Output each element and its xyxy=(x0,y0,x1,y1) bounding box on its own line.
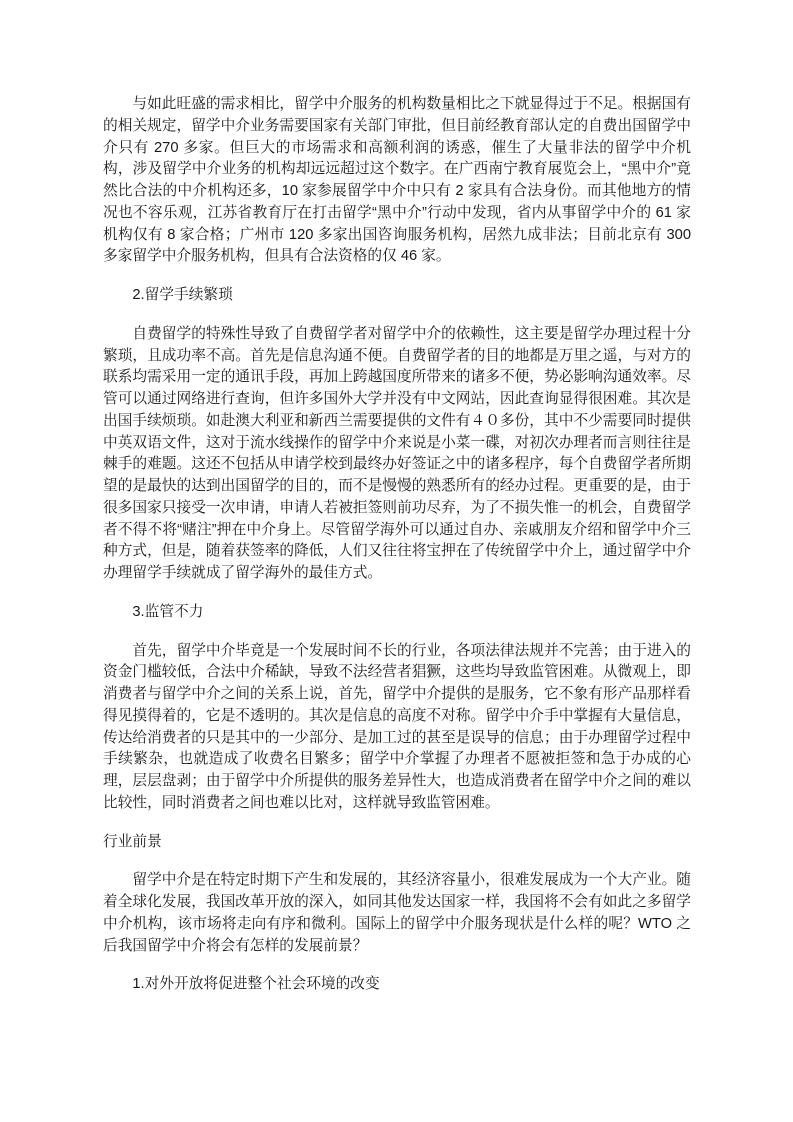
document-content xyxy=(103,94,691,1013)
paragraph-procedures: 自费留学的特殊性导致了自费留学者对留学中介的依赖性，这主要是留学办理过程十分繁琐，且成功率不高。首先是信息沟通不便。自费留学者的目的地都是万里之遥，与对方的联系均需采用一定的通讯手段，再加上跨越国度所带来的诸多不便，势必影响沟通效率。尽管可以通过网络进行查询，但许多国外大学并没有中文网站，因此查询显得很困难。其次是出国手续烦琐。如赴澳大利亚和新西兰需要提供的文件有４０多份，其中不少需要同时提供中英双语文件，这对于流水线操作的留学中介来说是小菜一碟，对初次办理者而言则往往是棘手的难题。这还不包括从申请学校到最终办好签证之中的诸多程序，每个自费留学者所期望的是最快的达到出国留学的目的，而不是慢慢的熟悉所有的经办过程。更重要的是，由于很多国家只接受一次申请，申请人若被拒签则前功尽弃，为了不损失惟一的机会，自费留学者不得不将“赌注”押在中介身上。尽管留学海外可以通过自办、亲戚朋友介绍和留学中介三种方式，但是，随着获签率的降低，人们又往往将宝押在了传统留学中介上，通过留学中介办理留学手续就成了留学海外的最佳方式。 xyxy=(103,325,691,581)
heading-industry-outlook: 行业前景 xyxy=(103,833,162,850)
heading-3-regulation: 3.监管不力 xyxy=(132,603,204,620)
heading-1-opening-up: 1.对外开放将促进整个社会环境的改变 xyxy=(132,976,380,993)
paragraph-agency-shortage: 与如此旺盛的需求相比，留学中介服务的机构数量相比之下就显得过于不足。根据国有的相关规定，留学中介业务需要国家有关部门审批，但目前经教育部认定的自费出国留学中介只有 270 多家。但巨大的市场需求和高额利润的诱惑，催生了大量非法的留学中介机构，涉及留学中介业务的机构却远远超过这个数字。在广西南宁教育展览会上，“黑中介”竟然比合法的中介机构还多，10 家参展留学中介中只有 2 家具有合法身份。而其他地方的情况也不容乐观，江苏省教育厅在打击留学“黑中介”行动中发现，省内从事留学中介的 61 家机构仅有 8 家合格；广州市 120 多家出国咨询服务机构，居然九成非法；目前北京有 300 多家留学中介服务机构，但具有合法资格的仅 46 家。 xyxy=(103,96,691,265)
paragraph-industry-outlook: 留学中介是在特定时期下产生和发展的，其经济容量小，很难发展成为一个大产业。随着全球化发展，我国改革开放的深入，如同其他发达国家一样，我国将不会有如此之多留学中介机构，该市场将走向有序和微利。国际上的留学中介服务现状是什么样的呢？WTO 之后我国留学中介将会有怎样的发展前景？ xyxy=(103,872,691,954)
heading-2-procedures: 2.留学手续繁琐 xyxy=(132,287,233,303)
paragraph-regulation: 首先，留学中介毕竟是一个发展时间不长的行业，各项法律法规并不完善；由于进入的资金门槛较低，合法中介稀缺，导致不法经营者猖獗，这些均导致监管困难。从微观上，即消费者与留学中介之间的关系上说，首先，留学中介提供的是服务，它不象有形产品那样看得见摸得着的，它是不透明的。其次是信息的高度不对称。留学中介手中掌握有大量信息，传达给消费者的只是其中的一少部分、是加工过的甚至是误导的信息；由于办理留学过程中手续繁杂，也就造成了收费名目繁多；留学中介掌握了办理者不愿被拒签和急于办成的心理，层层盘剥；由于留学中介所提供的服务差异性大，也造成消费者在留学中介之间的难以比较性，同时消费者之间也难以比对，这样就导致监管困难。 xyxy=(103,642,691,811)
